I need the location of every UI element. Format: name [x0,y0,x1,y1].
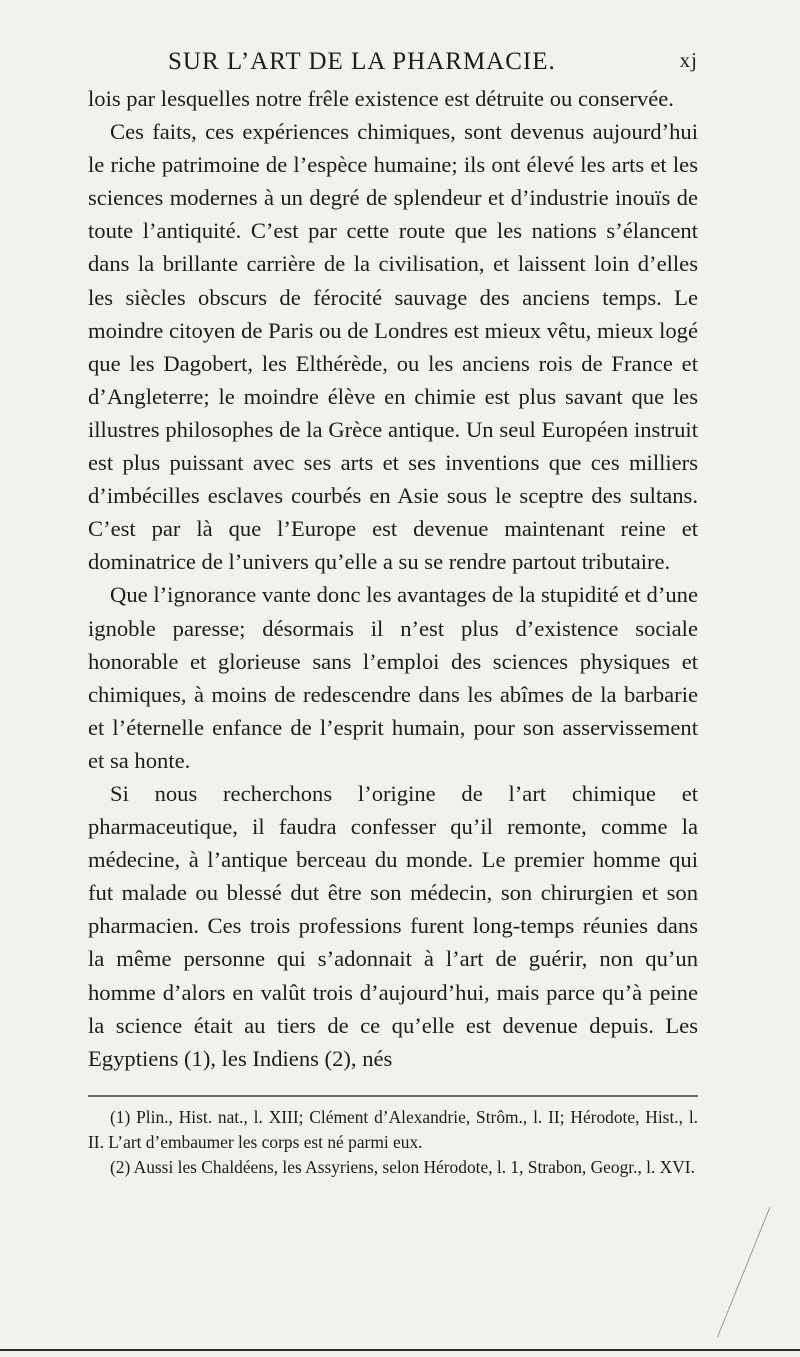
paragraph: Si nous recherchons l’origine de l’art chimique et pharmaceutique, il faudra confesser qu’il remonte, comme la médecine, à l’antique berceau du monde. Le premier homme qui fut malade ou blessé dut être son médecin, son chirurgien et son pharmacien. Ces trois professions furent long-temps réunies dans la même personne qui s’adonnait à l’art de guérir, non qu’un homme d’alors en valût trois d’aujourd’hui, mais parce qu’à peine la science était au tiers de ce qu’elle est devenue depuis. Les Egyptiens (1), les Indiens (2), nés [88,780,698,1071]
running-header [88,40,698,80]
footnote-1: (1) Plin., Hist. nat., l. XIII; Clément d’Alexandrie, Strôm., l. II; Hérodote, Hist., l. II. L’art d’embaumer les corps est né parmi eux. [88,1106,698,1152]
paragraph: Ces faits, ces expériences chimiques, sont devenus aujourd’hui le riche patrimoine de l’espèce humaine; ils ont élevé les arts et les sciences modernes à un degré de splendeur et d’industrie inouïs de toute l’antiquité. C’est par cette route que les nations s’élancent dans la brillante carrière de la civilisation, et laissent loin d’elles les siècles obscurs de férocité sauvage des anciens temps. Le moindre citoyen de Paris ou de Londres est mieux vêtu, mieux logé que les Dagobert, les Elthérède, ou les anciens rois de France et d’Angleterre; le moindre élève en chimie est plus savant que les illustres philosophes de la Grèce antique. Un seul Européen instruit est plus puissant avec ses arts et ses inventions que ces milliers d’imbécilles esclaves courbés en Asie sous le sceptre des sultans. C’est par là que l’Europe est devenue maintenant reine et dominatrice de l’univers qu’elle a su se rendre partout tributaire. [88,119,698,575]
book-page [88,40,698,1180]
running-title: SUR L’ART DE LA PHARMACIE. [168,48,556,75]
footnote-rule [88,1095,698,1097]
page-number: xj [679,48,698,72]
body-text [88,82,698,1075]
paragraph: Que l’ignorance vante donc les avantages de la stupidité et d’une ignoble paresse; désormais il n’est plus d’existence sociale honorable et glorieuse sans l’emploi des sciences physiques et chimiques, à moins de redescendre dans les abîmes de la barbarie et l’éternelle enfance de l’esprit humain, pour son asservissement et sa honte. [88,582,698,773]
page-edge [0,1349,800,1351]
footnotes [88,1105,698,1180]
paragraph-continuation: lois par lesquelles notre frêle existence est détruite ou conservée. [88,86,674,111]
scan-mark [717,1207,770,1337]
footnote-2: (2) Aussi les Chaldéens, les Assyriens, selon Hérodote, l. 1, Strabon, Geogr., l. XVI. [110,1156,695,1177]
